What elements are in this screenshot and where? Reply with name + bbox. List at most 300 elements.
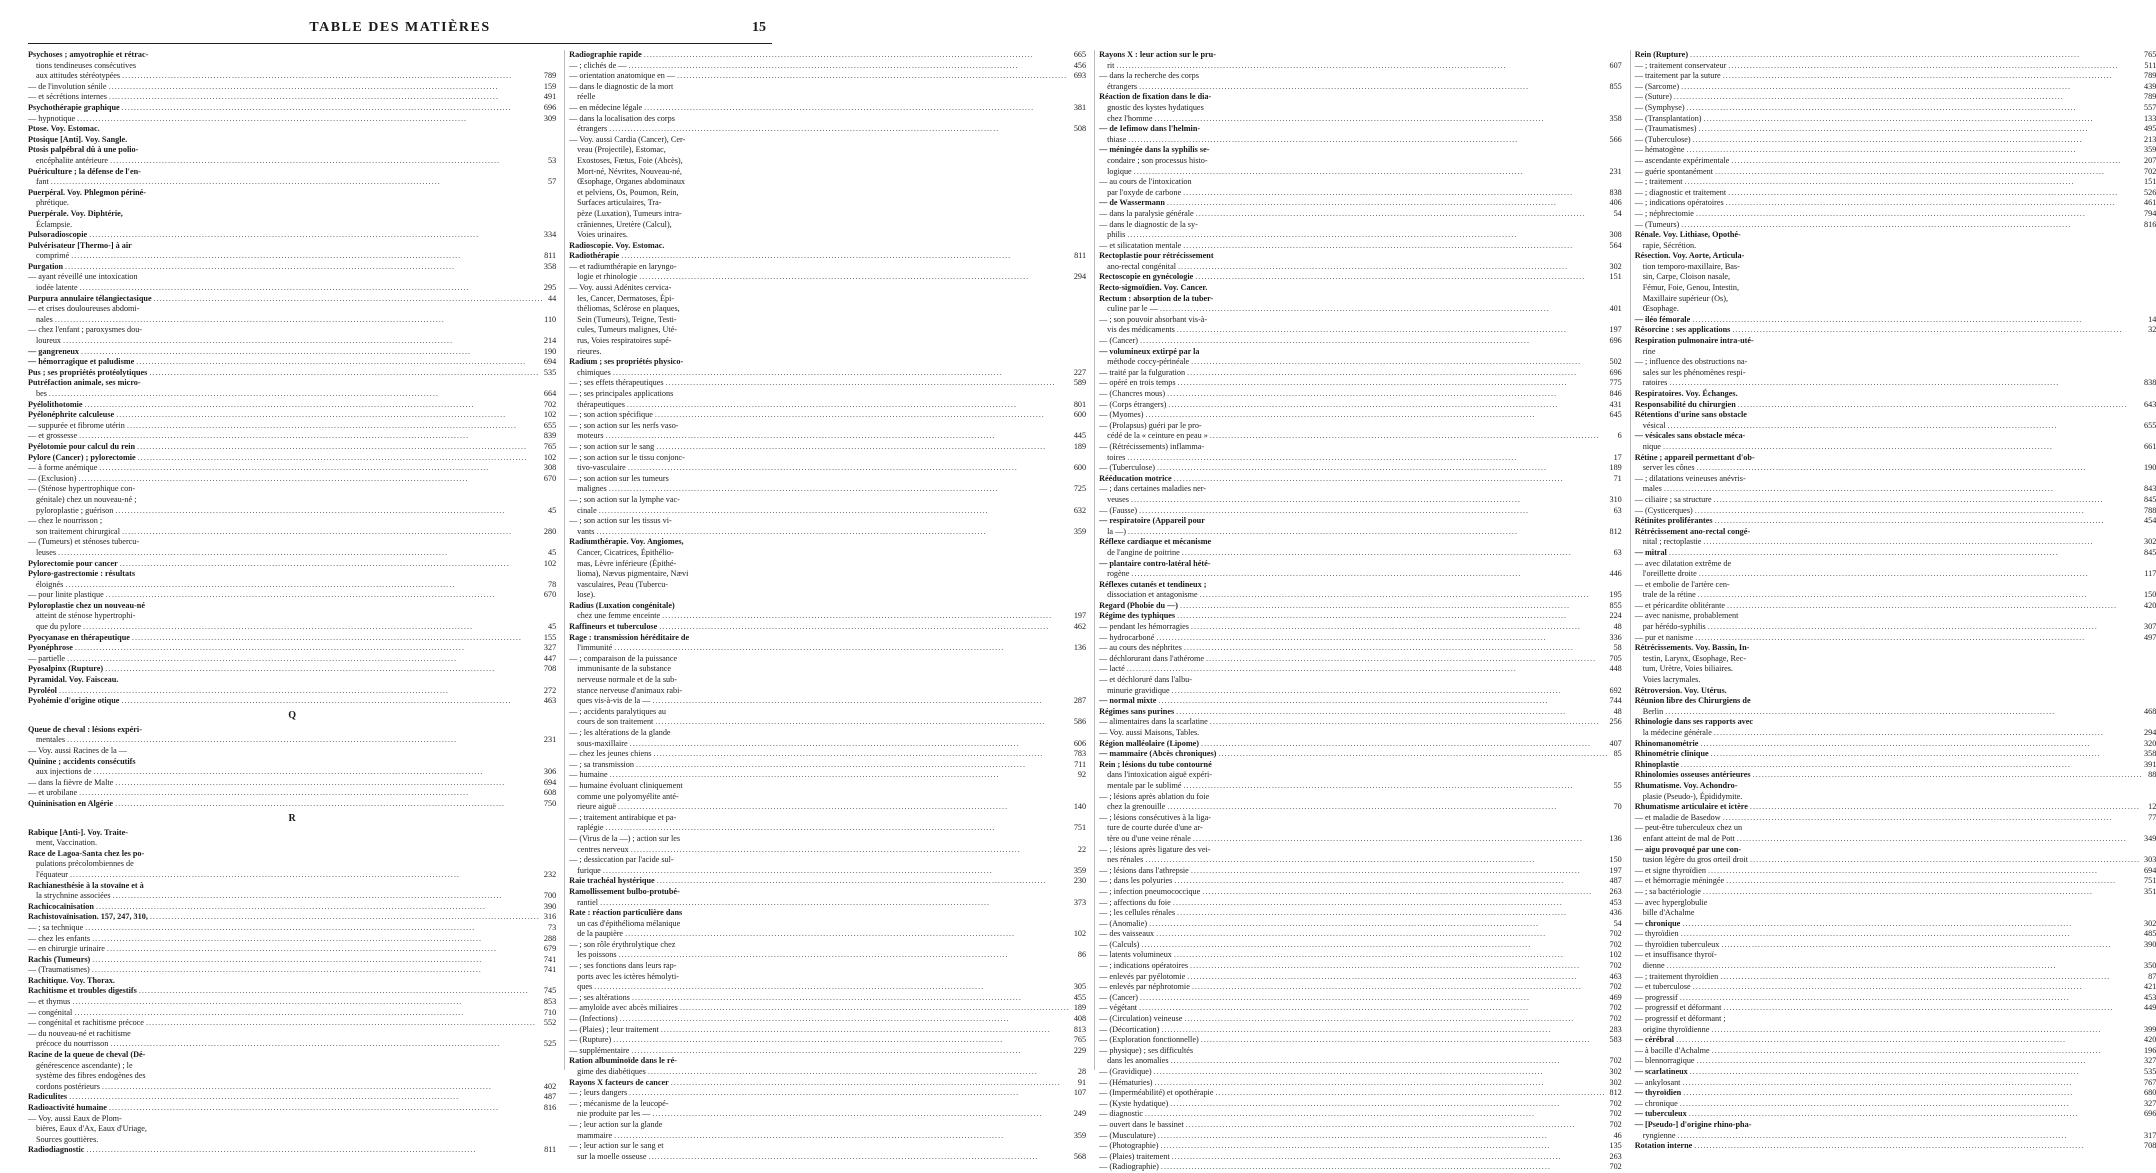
dot-leader [49,389,540,400]
entry-page: 702 [1609,1014,1622,1024]
dot-leader [1155,1078,1606,1089]
entry-text: philis [1107,230,1126,240]
entry-page: 812 [1609,526,1622,536]
entry-text: — tuberculeux [1634,1109,1687,1119]
index-entry [28,61,556,72]
entry-page: 461 [2144,198,2156,208]
entry-page: 12 [2148,802,2156,812]
dot-leader [609,124,1070,135]
entry-page: 702 [1609,1119,1622,1129]
entry-page: 485 [2144,929,2156,939]
dot-leader [610,770,1074,781]
entry-text: — dans la fièvre de Malte [28,777,114,787]
index-entry [1099,389,1622,400]
entry-text: — chez les enfants [28,933,91,943]
entry-text: Surfaces articulaires, Tra- [577,198,662,208]
dot-leader [149,368,540,379]
index-entry [1635,283,2156,294]
entry-page: 525 [543,1039,557,1049]
entry-page: 705 [1609,653,1622,663]
entry-page: 495 [2144,124,2156,134]
index-entry [569,156,1086,167]
index-entry [28,686,556,697]
entry-page: 155 [543,632,557,642]
entry-text: étrangers [577,124,608,134]
entry-text: nerveuse normale et de la sub- [577,675,677,685]
entry-text: pyloroplastie ; guérison [36,505,114,515]
index-entry [569,506,1086,517]
dot-leader [79,788,540,799]
index-entry [1099,728,1622,739]
dot-leader [136,357,540,368]
entry-page: 469 [1609,992,1622,1002]
index-entry [1635,770,2156,781]
entry-page: 294 [1073,272,1087,282]
entry-text: malignes [577,484,607,494]
entry-text: — (Exploration fonctionnelle) [1099,1035,1199,1045]
entry-page: 150 [2144,590,2156,600]
entry-text: — cérébral [1634,1035,1675,1045]
entry-page: 231 [543,735,557,745]
index-entry [1099,1014,1622,1025]
entry-text: Radiothérapie [569,251,620,261]
entry-text: Raie trachéal hystérique [569,876,655,886]
index-entry [1099,516,1622,527]
entry-page: 535 [543,367,557,377]
dot-leader [1721,940,2140,951]
entry-text: — et péricardite oblitérante [1634,600,1725,610]
index-entry [569,696,1086,707]
entry-page: 702 [1609,1109,1622,1119]
entry-text: — ; mécanisme de la leucopé- [569,1098,669,1108]
entry-text: Rhumatisme. Voy. Achondro- [1634,780,1738,790]
dot-leader [138,453,540,464]
index-entry [1099,866,1622,877]
entry-page: 295 [543,283,557,293]
index-entry [569,1152,1086,1163]
entry-page: 813 [1073,1024,1087,1034]
entry-text: — [Pseudo-] d'origine rhino-pha- [1634,1119,1752,1129]
index-entry [1099,908,1622,919]
index-entry [569,1067,1086,1078]
index-entry [28,537,556,548]
dot-leader [1687,145,2140,156]
entry-page: 48 [1613,622,1622,632]
dot-leader [657,876,1070,887]
index-entry [28,167,556,178]
entry-text: — humaine évoluant cliniquement [569,780,683,790]
entry-text: leuses [36,547,57,557]
index-entry [1099,177,1622,188]
entry-page: 751 [1073,823,1087,833]
index-entry [28,209,556,220]
index-entry [1099,707,1622,718]
index-entry [1635,1003,2156,1014]
entry-page: 670 [543,473,557,483]
entry-page: 358 [543,261,557,271]
entry-text: Région malléolaire (Lipome) [1099,738,1200,748]
index-entry [1635,929,2156,940]
entry-page: 702 [1609,982,1622,992]
entry-page: 373 [1073,897,1087,907]
dot-leader [1699,124,2140,135]
entry-page: 725 [1073,484,1087,494]
entry-text: cinale [577,505,597,515]
entry-page: 102 [543,558,557,568]
index-entry [28,923,556,934]
index-entry [569,654,1086,665]
entry-text: — ; comparaison de la puissance [569,653,678,663]
index-entry [28,283,556,294]
entry-text: Pus ; ses propriétés protéolytiques [28,367,148,377]
index-entry [1635,696,2156,707]
index-entry [1099,633,1622,644]
dot-leader [1161,1162,1606,1173]
index-entry [28,506,556,517]
index-entry [569,262,1086,273]
entry-text: Pulvérisateur [Thermo-] à air [28,240,132,250]
entry-text: — ; traitement thyroïdien [1634,971,1719,981]
entry-text: — chez le nourrisson ; [28,516,103,526]
entry-page: 230 [1073,876,1087,886]
index-entry [28,643,556,654]
entry-page: 159 [543,81,557,91]
entry-page: 448 [1609,664,1622,674]
dot-leader [1139,506,1609,517]
entry-text: Ptosis palpébral dû à une polio- [28,145,139,155]
dot-leader [1187,368,1605,379]
dot-leader [78,474,539,485]
dot-leader [1168,400,1605,411]
index-entry [569,198,1086,209]
dot-leader [71,251,540,262]
entry-text: — ; son rôle érythrolytique chez [569,939,676,949]
entry-page: 327 [2144,1056,2156,1066]
dot-leader [115,506,544,517]
entry-page: 645 [1609,410,1622,420]
entry-page: 608 [543,788,557,798]
index-entry [28,559,556,570]
entry-page: 745 [543,986,557,996]
index-entry [1635,1109,2156,1120]
dot-leader [652,696,1069,707]
dot-leader [648,1067,1074,1078]
entry-page: 54 [1613,208,1622,218]
entry-text: — progressif et déformant ; [1634,1014,1726,1024]
dot-leader [1669,378,2140,389]
entry-page: 151 [1609,272,1622,282]
index-entry [28,463,556,474]
entry-text: tivo-vasculaire [577,463,626,473]
dot-leader [1753,770,2145,781]
entry-text: — partielle [28,653,66,663]
dot-leader [1161,1025,1605,1036]
index-entry [1635,739,2156,750]
entry-text: Ptose. Voy. Estomac. [28,124,100,134]
dot-leader [1715,516,2140,527]
entry-text: Réaction de fixation dans le dia- [1099,92,1212,102]
index-entry [1635,707,2156,718]
dot-leader [1681,760,2140,771]
entry-page: 767 [2144,1077,2156,1087]
index-entry [569,315,1086,326]
entry-text: — Voy. aussi Racines de la — [28,746,127,755]
entry-page: 197 [1609,865,1622,875]
dot-leader [1131,569,1605,580]
entry-page: 308 [1609,230,1622,240]
dot-leader [1149,919,1609,930]
entry-text: Œsophage, Organes abdominaux [577,177,686,187]
entry-text: — pour linite plastique [28,590,104,600]
entry-text: — (Fausse) [1099,505,1138,515]
entry-text: — Voy. aussi Eaux de Plom- [28,1113,122,1123]
dot-leader [1127,664,1606,675]
dot-leader [1732,325,2144,336]
entry-page: 846 [1609,389,1622,398]
entry-text: stance nerveuse d'animaux rabi- [577,685,683,695]
index-entry [1635,114,2156,125]
entry-page: 453 [1609,897,1622,907]
index-entry [1635,1025,2156,1036]
entry-page: 670 [543,590,557,600]
entry-page: 526 [2144,187,2156,197]
index-entry [569,781,1086,792]
entry-text: — (Musculature) [1099,1130,1156,1140]
index-entry [1099,845,1622,856]
dot-leader [63,336,540,347]
entry-text: Radium ; ses propriétés physico- [569,357,684,367]
entry-text: par hérédo-syphilis [1642,622,1706,632]
entry-text: — ; affections du foie [1099,897,1171,907]
dot-leader [1145,410,1605,421]
dot-leader [1171,1056,1606,1067]
entry-page: 765 [543,441,557,451]
index-column-2 [564,50,1087,1161]
entry-page: 462 [1073,622,1087,632]
entry-page: 502 [1609,357,1622,367]
entry-text: — et radiumthérapie en laryngo- [569,261,677,271]
index-entry [28,495,556,506]
section-letter [28,810,556,828]
entry-text: méthode coccy-périnéale [1107,357,1190,367]
index-entry [1099,749,1622,760]
dot-leader [1200,590,1606,601]
entry-page: 77 [2148,812,2156,822]
entry-page: 535 [2144,1067,2156,1076]
index-entry [1099,262,1622,273]
entry-text: — chez l'enfant ; paroxysmes dou- [28,325,143,335]
index-entry [28,788,556,799]
entry-text: — ; sa technique [28,922,84,932]
dot-leader [85,923,544,934]
dot-leader [1215,1088,1605,1099]
entry-page: 487 [1609,876,1622,886]
entry-text: — dans la paralysie générale [1099,208,1194,218]
dot-leader [1186,1120,1606,1131]
entry-text: nie produite par les — [577,1109,651,1119]
entry-text: logique [1107,166,1132,176]
index-entry [569,389,1086,400]
dot-leader [93,767,539,778]
entry-page: 436 [1609,908,1622,918]
index-entry [1099,823,1622,834]
index-entry [1099,114,1622,125]
entry-text: — hémorragique et paludisme [28,357,135,367]
dot-leader [107,944,540,955]
index-entry [1099,400,1622,411]
index-entry [569,633,1086,644]
dot-leader [1140,336,1605,347]
index-entry [1635,378,2156,389]
entry-page: 227 [1073,367,1087,377]
entry-text: Quinine ; accidents consécutifs [28,756,136,766]
dot-leader [1678,1131,2141,1142]
entry-text: — (Imperméabilité) et opothérapie [1099,1088,1214,1098]
dot-leader [1699,569,2141,580]
entry-page: 63 [1613,547,1622,557]
entry-page: 702 [1609,929,1622,939]
entry-page: 491 [543,92,557,102]
entry-page: 102 [543,452,557,462]
index-entry [1099,887,1622,898]
entry-text: — ankylosant [1634,1077,1681,1087]
index-entry [1099,622,1622,633]
entry-page: 511 [2144,60,2156,70]
index-entry [569,548,1086,559]
entry-text: Rachitisme et troubles digestifs [28,986,137,996]
entry-text: — ; indications opératoires [1099,961,1189,971]
index-entry [569,972,1086,983]
dot-leader [1681,220,2140,231]
entry-text: — au cours des néphrites [1099,643,1182,653]
entry-page: 45 [547,622,557,632]
index-entry [1635,982,2156,993]
index-entry [569,739,1086,750]
entry-text: Rein (Rupture) [1634,50,1689,59]
entry-text: R [288,812,296,824]
entry-text: — au cours de l'intoxication [1099,177,1192,187]
dot-leader [618,802,1070,813]
entry-text: Radioactivité humaine [28,1103,107,1112]
entry-text: Mort-né, Névrites, Nouveau-né, [577,166,682,176]
entry-text: vésical [1642,420,1666,430]
dot-leader [1682,1078,2140,1089]
index-entry [569,1014,1086,1025]
index-entry [28,664,556,675]
entry-text: — (Kyste hydatique) [1099,1098,1169,1108]
index-entry [1635,1078,2156,1089]
entry-text: veau (Projectile), Estomac, [577,145,666,155]
index-entry [1099,686,1622,697]
entry-text: thérapeutiques [577,399,625,409]
dot-leader [1183,781,1609,792]
index-entry [1099,209,1622,220]
entry-text: Rate : réaction particulière dans [569,908,683,918]
entry-text: atteint de sténose hypertrophi- [36,611,136,621]
index-entry [28,767,556,778]
index-entry [28,50,556,61]
entry-text: sin, Carpe, Cloison nasale, [1642,272,1731,282]
entry-page: 306 [543,767,557,777]
entry-text: cédé de la « ceinture en peau » [1107,431,1208,441]
dot-leader [1708,622,2140,633]
index-entry [1099,315,1622,326]
entry-page: 308 [543,463,557,473]
entry-text: comme une polyomyélite anté- [577,791,679,801]
index-entry [28,997,556,1008]
entry-text: Rayons X : leur action sur le pru- [1099,50,1216,59]
entry-page: 63 [1613,505,1622,515]
index-entry [28,410,556,421]
index-entry [28,799,556,810]
entry-page: 692 [1609,685,1622,695]
entry-page: 838 [2144,378,2156,388]
index-entry [1635,357,2156,368]
index-column-4 [1630,50,2156,1151]
entry-text: bes [36,389,47,398]
index-entry [569,845,1086,856]
index-entry [569,993,1086,1004]
entry-text: Rhinolomies osseuses antérieures [1634,770,1751,780]
index-entry [28,934,556,945]
entry-text: Pyonéphrose [28,643,73,653]
entry-page: 14 [2148,314,2156,324]
index-entry [1099,972,1622,983]
index-entry [28,453,556,464]
entry-text: — ; son action sur le tissu conjonc- [569,452,685,462]
entry-text: chimiques [577,367,611,377]
index-entry [1635,1099,2156,1110]
entry-page: 750 [543,798,557,808]
index-entry [569,823,1086,834]
index-entry [1099,559,1622,570]
index-entry [1099,781,1622,792]
index-entry [28,241,556,252]
dot-leader [1177,325,1606,336]
entry-text: — à bacille d'Achalme [1634,1045,1710,1055]
index-entry [1635,251,2156,262]
index-entry [1635,400,2156,411]
entry-text: — déchlorurant dans l'athérome [1099,653,1205,663]
index-entry [1635,664,2156,675]
entry-text: de la paupière [577,929,624,939]
dot-leader [1714,728,2140,739]
entry-text: nales [36,314,53,324]
dot-leader [1723,813,2144,824]
index-entry [569,611,1086,622]
entry-text: — traité par la fulguration [1099,367,1186,377]
entry-text: Rhinoplastie [1634,759,1679,769]
entry-text: Puerpérale. Voy. Diphtérie, [28,208,123,218]
entry-text: ques [577,982,593,992]
dot-leader [81,347,540,358]
dot-leader [1692,315,2144,326]
entry-text: — (Exclusion) [28,473,77,483]
entry-text: — ; lésions consécutives à la liga- [1099,812,1211,822]
index-entry [569,1088,1086,1099]
index-entry [569,664,1086,675]
index-entry [1635,124,2156,135]
dot-leader [1695,506,2140,517]
entry-page: 643 [2144,399,2156,409]
index-entry [1099,1046,1622,1057]
entry-page: 420 [2144,1035,2156,1045]
index-entry [1635,908,2156,919]
entry-page: 351 [2144,886,2156,896]
entry-page: 283 [1609,1024,1622,1034]
entry-page: 589 [1073,378,1087,388]
entry-page: 359 [2144,145,2156,155]
